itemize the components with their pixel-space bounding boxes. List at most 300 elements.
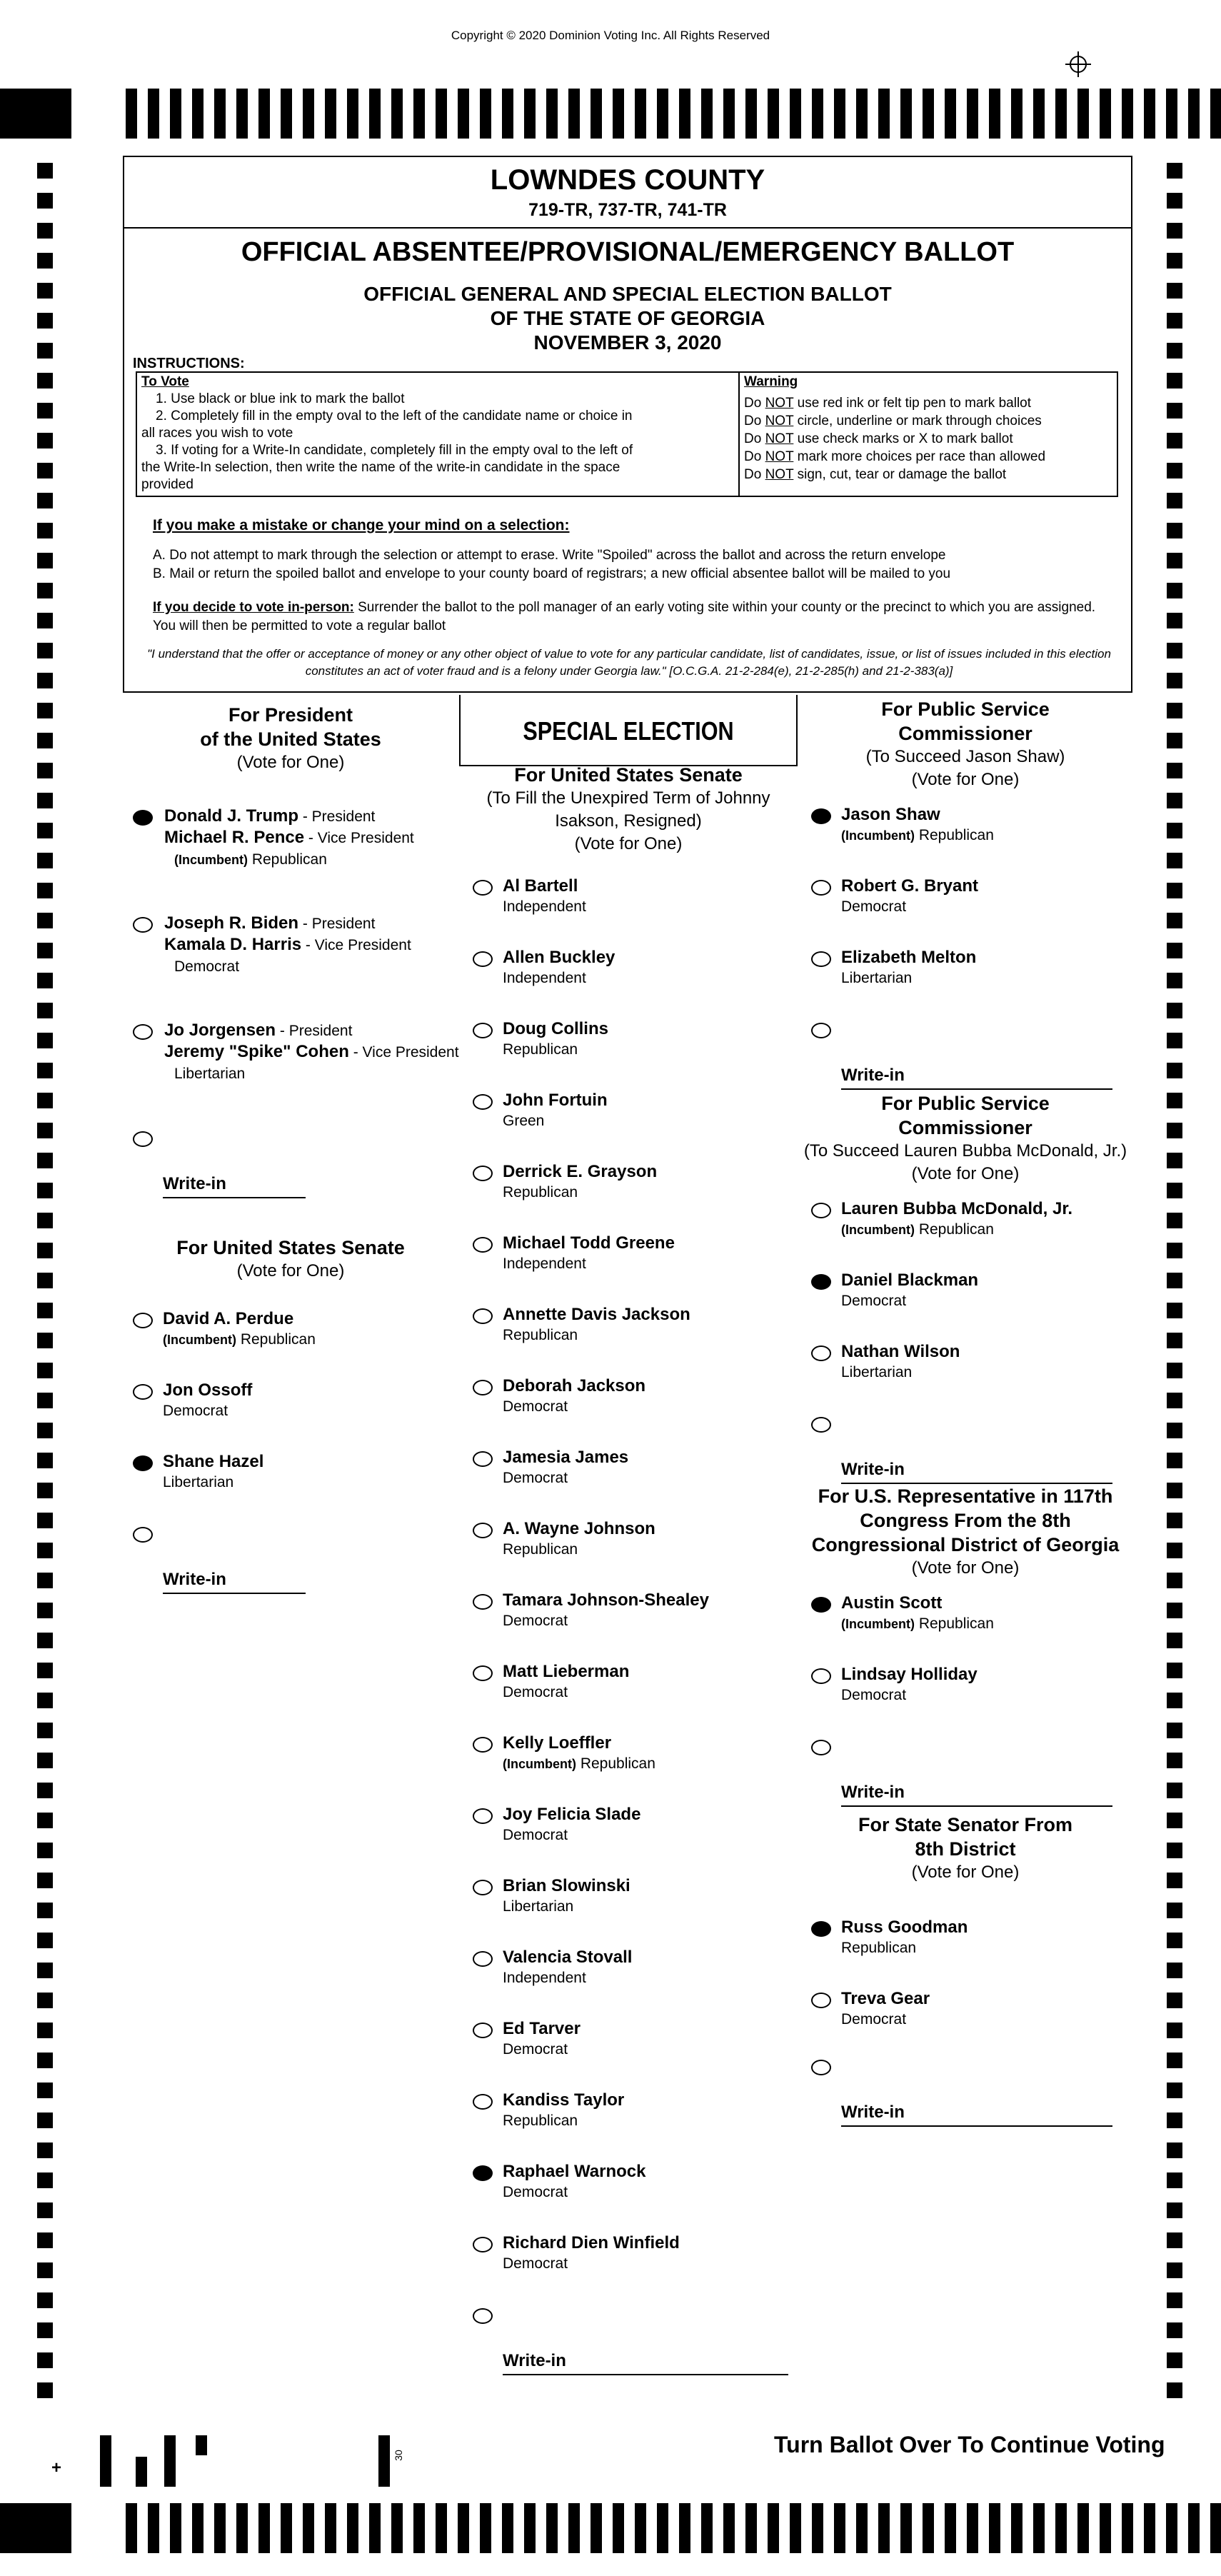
timing-mark: [1167, 553, 1182, 568]
timing-mark: [1167, 2113, 1182, 2128]
timing-mark: [1167, 343, 1182, 359]
precinct-codes: 719-TR, 737-TR, 741-TR: [528, 200, 727, 220]
timing-mark: [1167, 1753, 1182, 1768]
senate-special-candidate-name: Kelly Loeffler: [503, 1733, 612, 1753]
vote-oval[interactable]: [473, 1737, 493, 1753]
timing-bar-tick: [347, 89, 358, 139]
timing-bar-tick: [1100, 2503, 1111, 2553]
instruction-step: 1. Use black or blue ink to mark the ballot: [156, 391, 405, 406]
write-in-oval[interactable]: [133, 1527, 153, 1543]
timing-mark: [37, 1483, 53, 1498]
psc-mcdonald-candidate-name: Nathan Wilson: [841, 1342, 960, 1361]
psc-shaw-write-in-line[interactable]: [841, 1088, 1112, 1090]
timing-bar-tick: [923, 89, 934, 139]
timing-bar-tick: [878, 2503, 890, 2553]
timing-mark: [1167, 1783, 1182, 1798]
timing-mark: [1167, 1213, 1182, 1228]
timing-bar-tick: [1100, 89, 1111, 139]
vote-oval[interactable]: [473, 1523, 493, 1538]
senate-special-candidate-name: Jamesia James: [503, 1448, 629, 1467]
timing-bar-tick: [192, 89, 204, 139]
timing-mark: [1167, 1393, 1182, 1408]
timing-mark: [1167, 793, 1182, 808]
timing-mark: [1167, 1093, 1182, 1108]
senate-regular-write-in-label: Write-in: [163, 1570, 226, 1589]
timing-mark: [37, 2262, 53, 2278]
timing-bar-tick: [945, 89, 956, 139]
election-state: OF THE STATE OF GEORGIA: [490, 307, 765, 329]
election-name: OFFICIAL GENERAL AND SPECIAL ELECTION BALLOT: [363, 283, 892, 305]
timing-bar-tick: [1188, 89, 1200, 139]
timing-mark: [37, 1813, 53, 1828]
timing-bar-tick: [1122, 2503, 1133, 2553]
senate-regular-candidate-name: David A. Perdue: [163, 1309, 294, 1328]
timing-mark: [37, 1423, 53, 1438]
timing-mark: [1167, 463, 1182, 478]
timing-bar-tick: [657, 2503, 668, 2553]
timing-mark: [1167, 313, 1182, 329]
vote-oval[interactable]: [811, 1274, 831, 1290]
timing-mark: [37, 913, 53, 928]
psc-mcdonald-candidate-party: (Incumbent) Republican: [841, 1221, 994, 1238]
vote-oval[interactable]: [473, 1023, 493, 1038]
senate-special-candidate-party: Democrat: [503, 1470, 568, 1486]
in-person-text: Surrender the ballot to the poll manager of an early voting site within your county or the precinct to which you are assigned. You will then be permitted to vote a regular ballot: [153, 600, 1096, 633]
timing-bar-tick: [480, 2503, 491, 2553]
timing-mark: [1167, 373, 1182, 389]
timing-bar-tick: [170, 89, 181, 139]
timing-mark: [37, 673, 53, 688]
timing-bar-tick: [458, 89, 469, 139]
timing-mark: [37, 2023, 53, 2038]
senate-special-candidate-name: Allen Buckley: [503, 948, 615, 967]
timing-mark: [37, 2143, 53, 2158]
plus-icon: +: [51, 2458, 62, 2477]
timing-mark: [37, 703, 53, 718]
senate-special-subtitle: (Vote for One): [574, 834, 683, 853]
timing-mark: [1167, 1843, 1182, 1858]
senate-special-candidate-party: Democrat: [503, 1827, 568, 1843]
timing-mark: [37, 793, 53, 808]
timing-bar-tick: [591, 89, 602, 139]
code-mark: [100, 2435, 111, 2487]
code-mark: [136, 2457, 147, 2487]
timing-bar-tick: [413, 2503, 425, 2553]
psc-shaw-subtitle: (Vote for One): [911, 770, 1020, 789]
timing-bar-tick: [391, 2503, 403, 2553]
timing-bar-tick: [679, 89, 690, 139]
vote-oval[interactable]: [473, 1451, 493, 1467]
senate-special-candidate-name: Michael Todd Greene: [503, 1233, 675, 1253]
timing-mark: [1167, 2322, 1182, 2338]
vote-oval[interactable]: [811, 1203, 831, 1218]
vote-oval[interactable]: [473, 1094, 493, 1110]
timing-mark: [37, 1933, 53, 1948]
vote-oval[interactable]: [473, 1594, 493, 1610]
timing-mark: [1167, 223, 1182, 239]
timing-mark: [37, 1663, 53, 1678]
us-representative-title: Congress From the 8th: [860, 1510, 1071, 1531]
timing-bar-tick: [900, 89, 912, 139]
timing-mark: [1167, 1033, 1182, 1048]
timing-bar-tick: [214, 2503, 226, 2553]
timing-mark: [1167, 763, 1182, 778]
timing-bar-tick: [480, 89, 491, 139]
vote-oval[interactable]: [811, 1345, 831, 1361]
timing-bar-tick: [1210, 89, 1221, 139]
warning-item: Do NOT use red ink or felt tip pen to mark ballot: [744, 396, 1032, 411]
us-representative-subtitle: (Vote for One): [911, 1558, 1020, 1578]
timing-mark: [37, 1453, 53, 1468]
senate-regular-candidate-party: Democrat: [163, 1403, 228, 1419]
timing-mark: [1167, 643, 1182, 658]
timing-mark: [37, 1393, 53, 1408]
president-candidate-name: Donald J. Trump - President: [164, 806, 376, 826]
ballot-header: [123, 156, 1132, 693]
write-in-oval[interactable]: [811, 2060, 831, 2075]
timing-bar-tick: [834, 2503, 845, 2553]
timing-bar-tick: [790, 89, 801, 139]
state-senate-candidate-party: Democrat: [841, 2011, 907, 2028]
timing-mark: [1167, 1993, 1182, 2008]
timing-mark: [37, 1183, 53, 1198]
president-write-in-line[interactable]: [163, 1197, 306, 1198]
psc-mcdonald-subtitle: (To Succeed Lauren Bubba McDonald, Jr.): [803, 1141, 1127, 1161]
timing-mark: [37, 1243, 53, 1258]
timing-bar-tick: [524, 2503, 536, 2553]
timing-bar-tick: [281, 89, 292, 139]
timing-bar-tick: [281, 2503, 292, 2553]
warning-item: Do NOT use check marks or X to mark ballot: [744, 431, 1013, 446]
senate-special-candidate-name: Ed Tarver: [503, 2019, 581, 2038]
senate-special-candidate-party: Green: [503, 1113, 545, 1129]
timing-mark: [1167, 1513, 1182, 1528]
senate-special-candidate-name: Tamara Johnson-Shealey: [503, 1590, 709, 1610]
timing-bar-tick: [325, 89, 336, 139]
timing-bar-tick: [568, 89, 580, 139]
timing-mark: [37, 1693, 53, 1708]
senate-special-write-in-line[interactable]: [503, 2374, 788, 2375]
timing-mark: [1167, 2053, 1182, 2068]
write-in-oval[interactable]: [473, 2308, 493, 2324]
timing-mark: [1167, 1663, 1182, 1678]
timing-bar-tick: [768, 89, 779, 139]
senate-special-candidate-party: Democrat: [503, 1613, 568, 1629]
timing-mark: [37, 403, 53, 419]
timing-bar-tick: [303, 2503, 314, 2553]
president-candidate-party: Libertarian: [174, 1066, 246, 1082]
timing-mark: [37, 343, 53, 359]
senate-special-candidate-party: Independent: [503, 970, 586, 986]
timing-mark: [37, 1843, 53, 1858]
timing-mark: [37, 1543, 53, 1558]
vote-oval[interactable]: [811, 1597, 831, 1613]
county-name: LOWNDES COUNTY: [490, 164, 765, 196]
timing-mark: [1167, 1273, 1182, 1288]
psc-shaw-title: For Public Service: [881, 698, 1050, 720]
timing-bar-tick: [546, 89, 558, 139]
president-candidate-name: Jo Jorgensen - President: [164, 1021, 353, 1040]
us-representative-title: For U.S. Representative in 117th: [818, 1485, 1113, 1507]
code-mark: [164, 2435, 176, 2487]
timing-bar-tick: [679, 2503, 690, 2553]
timing-mark: [1167, 913, 1182, 928]
senate-special-candidate-party: Democrat: [503, 2184, 568, 2200]
timing-mark: [1167, 1933, 1182, 1948]
timing-mark: [1167, 2382, 1182, 2398]
timing-mark: [1167, 2143, 1182, 2158]
vote-oval[interactable]: [473, 1951, 493, 1967]
senate-special-candidate-party: Libertarian: [503, 1898, 574, 1915]
vote-oval[interactable]: [473, 1880, 493, 1895]
timing-mark: [37, 373, 53, 389]
us-representative-title: Congressional District of Georgia: [811, 1534, 1120, 1555]
senate-special-candidate-party: Independent: [503, 898, 586, 915]
voter-fraud-oath: "I understand that the offer or acceptance of money or any other object of value to vote for any particular candidate, list of candidates, issue, or list of issues included in this election constitutes an act of voter fraud and is a felony under Georgia law." [O.C.G.A. 21-2-284(e), 21-2-285(h) and 21-2-383(a)]: [147, 647, 1111, 678]
write-in-oval[interactable]: [811, 1023, 831, 1038]
timing-bar-tick: [1210, 2503, 1221, 2553]
timing-mark: [37, 1513, 53, 1528]
mistake-instruction-b: B. Mail or return the spoiled ballot and envelope to your county board of registrars; a new official absentee ballot will be mailed to you: [153, 566, 951, 581]
code-mark: [378, 2435, 390, 2487]
timing-bar-tick: [369, 2503, 381, 2553]
timing-mark: [1167, 433, 1182, 448]
timing-bar-tick: [546, 2503, 558, 2553]
timing-mark: [1167, 1723, 1182, 1738]
vote-oval[interactable]: [473, 1166, 493, 1181]
timing-bar-tick: [192, 2503, 204, 2553]
timing-mark: [37, 433, 53, 448]
timing-bar-tick: [768, 2503, 779, 2553]
instruction-step: all races you wish to vote: [141, 426, 293, 441]
timing-bar-tick: [1011, 2503, 1022, 2553]
psc-shaw-title: Commissioner: [898, 723, 1032, 744]
timing-mark: [37, 733, 53, 748]
timing-mark: [37, 1723, 53, 1738]
timing-bar-tick: [436, 89, 447, 139]
vote-oval[interactable]: [473, 1808, 493, 1824]
senate-special-candidate-party: Republican: [503, 1541, 578, 1558]
vote-oval[interactable]: [133, 1455, 153, 1471]
senate-special-candidate-party: Democrat: [503, 2041, 568, 2058]
vote-oval[interactable]: [133, 1313, 153, 1328]
vote-oval[interactable]: [811, 951, 831, 967]
vote-oval[interactable]: [133, 810, 153, 826]
timing-mark: [37, 1873, 53, 1888]
timing-mark: [1167, 1873, 1182, 1888]
timing-bar-tick: [745, 89, 757, 139]
vote-oval[interactable]: [473, 1380, 493, 1395]
timing-mark: [37, 253, 53, 269]
timing-bar-tick: [126, 2503, 137, 2553]
to-vote-heading: To Vote: [141, 374, 189, 389]
senate-special-candidate-name: Richard Dien Winfield: [503, 2233, 680, 2252]
vote-oval[interactable]: [473, 2094, 493, 2110]
senate-special-candidate-name: Joy Felicia Slade: [503, 1805, 641, 1824]
timing-bar-tick: [236, 89, 248, 139]
timing-mark: [1167, 1453, 1182, 1468]
timing-mark: [37, 1783, 53, 1798]
state-senate-candidate-name: Russ Goodman: [841, 1918, 968, 1937]
timing-mark: [37, 1123, 53, 1138]
timing-mark: [1167, 583, 1182, 598]
timing-mark: [37, 553, 53, 568]
senate-regular-write-in-line[interactable]: [163, 1593, 306, 1594]
senate-special-candidate-name: A. Wayne Johnson: [503, 1519, 655, 1538]
timing-mark: [37, 613, 53, 628]
timing-bar-tick: [812, 2503, 823, 2553]
us-representative-write-in-label: Write-in: [841, 1783, 905, 1802]
senate-special-candidate-name: Brian Slowinski: [503, 1876, 630, 1895]
vote-oval[interactable]: [133, 917, 153, 933]
write-in-oval[interactable]: [811, 1417, 831, 1433]
timing-bar-tick: [989, 89, 1000, 139]
timing-mark: [37, 1003, 53, 1018]
senate-special-candidate-party: Democrat: [503, 1398, 568, 1415]
timing-bar-tick: [148, 89, 159, 139]
timing-mark: [1167, 883, 1182, 898]
psc-mcdonald-title: For Public Service: [881, 1093, 1050, 1114]
timing-mark: [37, 2113, 53, 2128]
timing-mark: [37, 1363, 53, 1378]
timing-mark: [37, 1573, 53, 1588]
vote-oval[interactable]: [473, 1308, 493, 1324]
timing-mark: [37, 1633, 53, 1648]
vote-oval[interactable]: [473, 951, 493, 967]
timing-mark: [37, 1093, 53, 1108]
timing-mark: [1167, 2023, 1182, 2038]
timing-bar-tick: [1166, 2503, 1177, 2553]
timing-bar-tick: [812, 89, 823, 139]
timing-mark: [37, 823, 53, 838]
timing-bar-tick: [967, 89, 978, 139]
us-representative-write-in-line[interactable]: [841, 1805, 1112, 1807]
vote-oval[interactable]: [473, 2023, 493, 2038]
senate-special-candidate-party: (Incumbent) Republican: [503, 1755, 655, 1772]
timing-mark: [37, 1753, 53, 1768]
mistake-heading: If you make a mistake or change your mind on a selection:: [153, 517, 570, 533]
timing-bar-tick: [989, 2503, 1000, 2553]
timing-mark: [1167, 973, 1182, 988]
psc-mcdonald-candidate-party: Democrat: [841, 1293, 907, 1309]
psc-mcdonald-candidate-name: Lauren Bubba McDonald, Jr.: [841, 1199, 1073, 1218]
bottom-timing-bar: [0, 2503, 1221, 2553]
psc-mcdonald-title: Commissioner: [898, 1117, 1032, 1138]
timing-mark: [1167, 253, 1182, 269]
timing-bar-tick: [170, 2503, 181, 2553]
timing-bar-tick: [856, 89, 868, 139]
timing-bar-tick: [1055, 89, 1067, 139]
vote-oval[interactable]: [473, 1665, 493, 1681]
vote-oval[interactable]: [811, 1993, 831, 2008]
warning-heading: Warning: [744, 374, 798, 389]
vote-oval[interactable]: [133, 1024, 153, 1040]
timing-bar-tick: [1122, 89, 1133, 139]
state-senate-candidate-party: Republican: [841, 1940, 917, 1956]
vote-oval[interactable]: [811, 808, 831, 824]
psc-mcdonald-candidate-name: Daniel Blackman: [841, 1271, 979, 1290]
us-representative-candidate-name: Austin Scott: [841, 1593, 943, 1613]
warning-item: Do NOT circle, underline or mark through choices: [744, 414, 1042, 429]
president-title: For President: [228, 704, 353, 726]
timing-bar-tick: [325, 2503, 336, 2553]
timing-mark: [1167, 163, 1182, 179]
side-code-number: 30: [392, 2450, 404, 2461]
timing-mark: [1167, 673, 1182, 688]
psc-shaw-candidate-party: (Incumbent) Republican: [841, 827, 994, 843]
election-date: NOVEMBER 3, 2020: [533, 331, 722, 354]
vote-oval[interactable]: [473, 1237, 493, 1253]
timing-bar-tick: [790, 2503, 801, 2553]
timing-bar-tick: [1188, 2503, 1200, 2553]
timing-bar-tick: [258, 2503, 270, 2553]
vote-oval[interactable]: [811, 880, 831, 896]
vote-oval[interactable]: [473, 2237, 493, 2252]
timing-mark: [1167, 1963, 1182, 1978]
timing-bar-tick: [303, 89, 314, 139]
timing-mark: [37, 1213, 53, 1228]
timing-mark: [1167, 1333, 1182, 1348]
psc-shaw-candidate-name: Elizabeth Melton: [841, 948, 977, 967]
senate-regular-title: For United States Senate: [176, 1237, 405, 1258]
vote-oval[interactable]: [811, 1668, 831, 1684]
timing-mark: [1167, 1243, 1182, 1258]
timing-mark: [1167, 523, 1182, 538]
timing-mark: [1167, 2232, 1182, 2248]
senate-special-title: For United States Senate: [514, 764, 743, 786]
timing-bar-tick: [1055, 2503, 1067, 2553]
timing-bar-tick: [369, 89, 381, 139]
timing-bar-tick: [635, 89, 646, 139]
write-in-oval[interactable]: [811, 1740, 831, 1755]
timing-bar-tick: [236, 2503, 248, 2553]
president-candidate-name: Joseph R. Biden - President: [164, 913, 376, 933]
vote-oval[interactable]: [811, 1921, 831, 1937]
instructions-label: INSTRUCTIONS:: [133, 356, 245, 371]
psc-shaw-subtitle: (To Succeed Jason Shaw): [865, 747, 1065, 766]
timing-mark: [1167, 2202, 1182, 2218]
timing-bar-tick: [856, 2503, 868, 2553]
timing-mark: [37, 1993, 53, 2008]
us-representative-candidate-party: Democrat: [841, 1687, 907, 1703]
timing-bar-tick: [613, 2503, 624, 2553]
timing-mark: [37, 313, 53, 329]
timing-mark: [1167, 2292, 1182, 2308]
senate-regular-subtitle: (Vote for One): [236, 1261, 345, 1281]
vote-oval[interactable]: [133, 1384, 153, 1400]
timing-mark: [37, 463, 53, 478]
timing-bar-tick: [1077, 2503, 1089, 2553]
timing-mark: [1167, 943, 1182, 958]
timing-bar-tick: [126, 89, 137, 139]
timing-bar-tick: [657, 89, 668, 139]
vote-oval[interactable]: [473, 880, 493, 896]
psc-shaw-candidate-name: Jason Shaw: [841, 805, 940, 824]
timing-mark: [37, 853, 53, 868]
vote-oval[interactable]: [473, 2165, 493, 2181]
timing-mark: [37, 1603, 53, 1618]
us-representative-candidate-name: Lindsay Holliday: [841, 1665, 978, 1684]
timing-bar-tick: [723, 89, 735, 139]
timing-mark: [1167, 1483, 1182, 1498]
state-senate-write-in-line[interactable]: [841, 2125, 1112, 2127]
timing-mark: [37, 1903, 53, 1918]
write-in-oval[interactable]: [133, 1131, 153, 1147]
timing-bar-tick: [967, 2503, 978, 2553]
timing-mark: [37, 223, 53, 239]
timing-mark: [1167, 1303, 1182, 1318]
senate-special-candidate-party: Independent: [503, 1970, 586, 1986]
